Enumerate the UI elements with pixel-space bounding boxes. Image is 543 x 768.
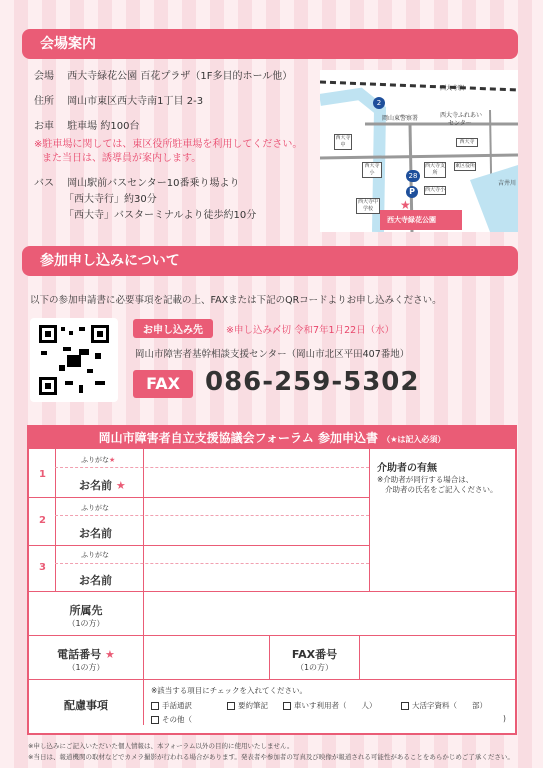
row-number: 3 [39,562,46,573]
venue-key: 会場 [34,71,54,82]
car-value: 駐車場 約100台 [67,121,140,132]
venue-row [34,70,292,84]
option-other[interactable]: その他（ [151,714,192,725]
route-2-icon: 2 [373,97,385,109]
row-number: 1 [39,469,46,480]
checkbox[interactable] [227,702,235,710]
option-large-print[interactable]: 大活字資料（ 部） [401,700,487,711]
fax-label: FAX番号 （1の方） [291,648,338,672]
address-value: 岡山市東区西大寺南1丁目 2-3 [67,96,204,107]
option-wheelchair[interactable]: 車いす利用者（ 人） [283,700,377,711]
venue-section-header: 会場案内 [22,29,518,59]
form-title-note: （★は記入必須） [382,435,446,444]
bus-row [34,177,240,191]
affiliation-input[interactable] [144,592,515,634]
name-input-3[interactable] [144,565,369,590]
name-label: お名前 [79,527,112,540]
name-input-1[interactable] [144,469,369,496]
checkbox[interactable] [151,716,159,724]
furigana-label: ふりがな [81,551,109,559]
furigana-label: ふりがな [81,504,109,512]
map-label-park: 西大寺緑花公園 [387,216,436,224]
furigana-label: ふりがな★ [81,456,116,464]
considerations-label: 配慮事項 [64,699,108,712]
parking-note-2: また当日は、誘導員が案内します。 [42,153,202,164]
map-box: 西大寺小 [425,187,446,193]
apply-section-header: 参加申し込みについて [22,246,518,276]
footnote-2: ※当日は、報道機関の取材などでカメラ撮影が行われる場合があります。発表者や参加者の写真及び映像が報道される可能性があることをあらかじめご了承ください。 [28,753,514,761]
car-row [34,120,139,134]
apply-tag: お申し込み先 [133,319,213,338]
car-key: お車 [34,121,54,132]
companion-title: 介助者の有無 [377,463,437,474]
application-form [27,425,517,735]
apply-intro: 以下の参加申請書に必要事項を記載の上、FAXまたは下記のQRコードよりお申し込みください。 [30,295,442,306]
option-summary[interactable]: 要約筆記 [227,700,268,711]
map-box: 西大寺中学校 [357,199,378,212]
parking-note-1: ※駐車場に関しては、東区役所駐車場を利用してください。 [34,139,303,150]
phone-label: 電話番号 ★ （1の方） [57,648,115,672]
considerations-note: ※該当する項目にチェックを入れてください。 [151,686,308,695]
name-label: お名前 [79,574,112,587]
map-box: 東区役所 [455,163,476,169]
form-title [29,427,515,449]
footnote-1: ※申し込みにご記入いただいた個人情報は、本フォーラム以外の目的に使用いたしません。 [28,742,294,750]
companion-input[interactable] [370,497,515,590]
qr-code[interactable] [30,318,118,402]
checkbox[interactable] [283,702,291,710]
parking-icon: P [406,186,418,198]
map-box: 西大寺支所 [425,163,446,176]
map-label-river: 吉井川 [498,180,517,187]
checkbox[interactable] [151,702,159,710]
affiliation-label: 所属先 （1の方） [67,604,105,628]
map-box: 西大寺 [456,138,478,147]
companion-note-2: 介助者の氏名をご記入ください。 [385,485,498,494]
bus-key: バス [34,178,54,189]
row-number: 2 [39,515,46,526]
map-label-center: 西大寺ふれあい [440,112,483,119]
map-box: 西大寺中 [335,135,351,148]
option-sign-language[interactable]: 手話通訳 [151,700,192,711]
bus-line-1: 岡山駅前バスセンター10番乗り場より [67,178,240,189]
companion-note-1: ※介助者が同行する場合は、 [377,475,474,484]
furigana-input-2[interactable] [144,498,369,514]
bus-line-3: 「西大寺」バスターミナルより徒歩約10分 [64,210,257,221]
phone-input[interactable] [144,636,269,678]
org-text: 岡山市障害者基幹相談支援センター（岡山市北区平田407番地） [135,349,410,360]
fax-tag: FAX [133,370,193,398]
checkbox[interactable] [401,702,409,710]
bus-line-2: 「西大寺行」約30分 [64,194,157,205]
route-28-icon: 28 [406,170,420,182]
address-key: 住所 [34,96,54,107]
deadline-text: ※申し込み〆切 令和7年1月22日（水） [226,325,395,336]
map-label-police: 岡山東警察署 [382,115,419,122]
map-label-center-2: センター [448,120,472,127]
fax-number[interactable]: 086-259-5302 [205,367,420,397]
form-title-text: 岡山市障害者自立支援協議会フォーラム 参加申込書 [98,431,379,445]
venue-value: 西大寺緑花公園 百花プラザ（1F多目的ホール他） [67,71,293,82]
option-other-close: ) [503,714,506,723]
address-row [34,95,203,109]
map-drawing [320,70,518,232]
map-box: 西大寺小 [362,162,382,178]
fax-input[interactable] [360,636,515,678]
furigana-input-1[interactable] [144,450,369,466]
furigana-input-3[interactable] [144,546,369,562]
venue-star-icon: ★ [400,198,411,212]
map-station: 西大寺駅 [440,85,465,92]
venue-map [320,70,518,232]
qr-code-icon [39,325,109,395]
name-input-2[interactable] [144,517,369,544]
name-label: お名前 ★ [79,479,126,492]
